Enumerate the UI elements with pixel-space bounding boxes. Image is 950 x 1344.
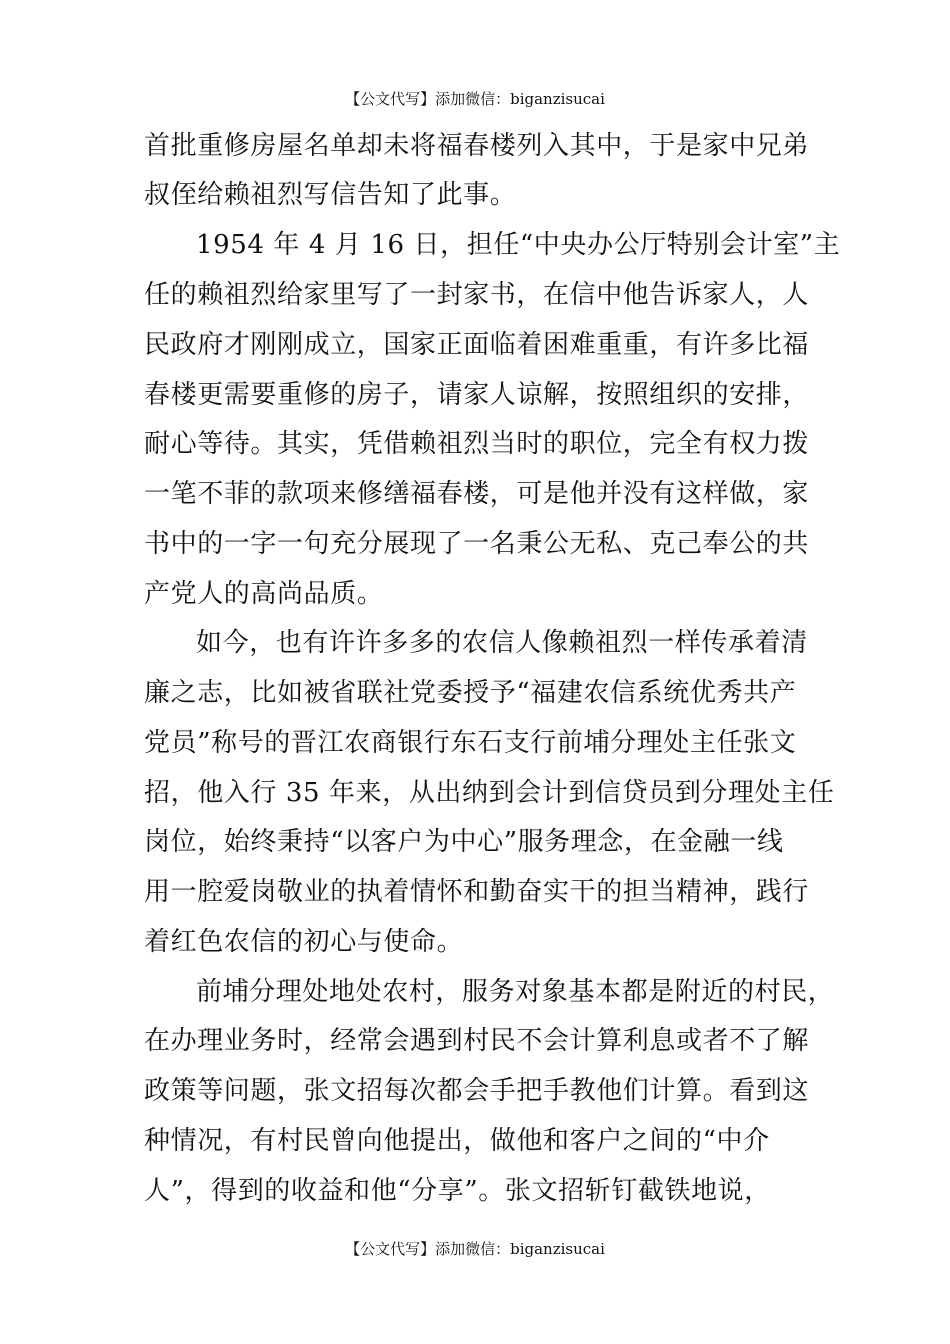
page-header: 【公文代写】添加微信：biganzisucai: [345, 90, 605, 108]
text-line: 一笔不菲的款项来修缮福春楼，可是他并没有这样做，家: [144, 479, 810, 509]
text-line: 产党人的高尚品质。: [144, 579, 384, 609]
text-line: 在办理业务时，经常会遇到村民不会计算利息或者不了解: [144, 1026, 810, 1056]
paragraph-first-line: 1954 年 4 月 16 日，担任“中央办公厅特别会计室”主: [196, 230, 841, 260]
text-line: 人”，得到的收益和他“分享”。张文招斩钉截铁地说，: [144, 1176, 771, 1206]
paragraph-first-line: 前埔分理处地处农村，服务对象基本都是附近的村民，: [196, 977, 835, 1007]
text-line: 招，他入行 35 年来，从出纳到会计到信贷员到分理处主任: [144, 778, 835, 808]
text-line: 任的赖祖烈给家里写了一封家书，在信中他告诉家人，人: [144, 280, 810, 310]
text-line: 政策等问题，张文招每次都会手把手教他们计算。看到这: [144, 1076, 810, 1106]
text-line: 书中的一字一句充分展现了一名秉公无私、克己奉公的共: [144, 529, 810, 559]
text-line: 党员”称号的晋江农商银行东石支行前埔分理处主任张文: [144, 728, 797, 758]
page-footer: 【公文代写】添加微信：biganzisucai: [345, 1240, 605, 1258]
text-line: 春楼更需要重修的房子，请家人谅解，按照组织的安排，: [144, 380, 810, 410]
text-line: 廉之志，比如被省联社党委授予“福建农信系统优秀共产: [144, 678, 797, 708]
text-line: 耐心等待。其实，凭借赖祖烈当时的职位，完全有权力拨: [144, 429, 810, 459]
text-line: 叔侄给赖祖烈写信告知了此事。: [144, 180, 517, 210]
text-line: 岗位，始终秉持“以客户为中心”服务理念，在金融一线: [144, 827, 784, 857]
text-line: 着红色农信的初心与使命。: [144, 927, 464, 957]
text-line: 首批重修房屋名单却未将福春楼列入其中，于是家中兄弟: [144, 131, 810, 161]
text-line: 用一腔爱岗敬业的执着情怀和勤奋实干的担当精神，践行: [144, 877, 810, 907]
paragraph-first-line: 如今，也有许许多多的农信人像赖祖烈一样传承着清: [196, 628, 808, 658]
text-line: 种情况，有村民曾向他提出，做他和客户之间的“中介: [144, 1126, 770, 1156]
text-line: 民政府才刚刚成立，国家正面临着困难重重，有许多比福: [144, 330, 810, 360]
